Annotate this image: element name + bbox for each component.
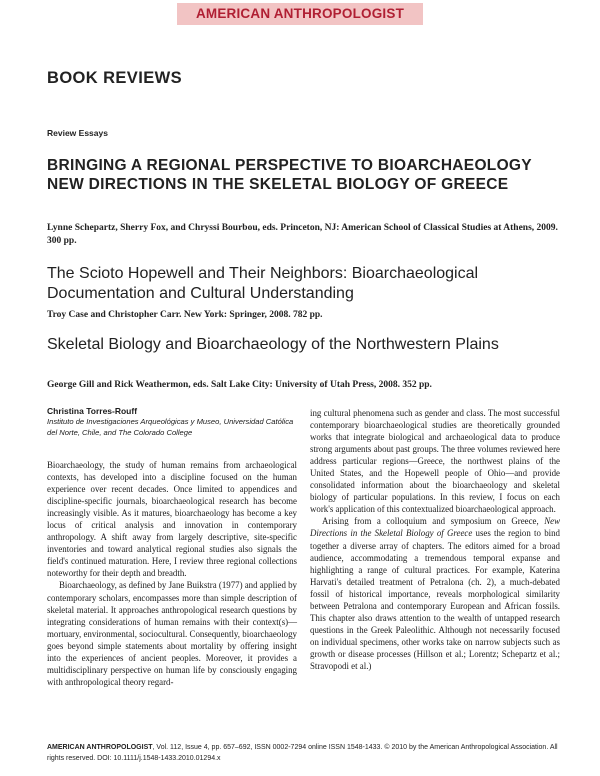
body-column-right xyxy=(310,407,560,672)
body-paragraph: ing cultural phenomena such as gender and class. The most successful contemporary bioarchaeological studies are theoretically grounded works that integrate biological and archaeological data to produce strong arguments about past groups. The three volumes reviewed here address particular regions—Greece, the northwest plains of the United States, and the Hopewell people of Ohio—and provide consolidated information about the bioarchaeology and skeletal biology of particular populations. In this review, I focus on each work's application of this contextualized bioarchaeological approach. xyxy=(310,408,560,515)
body-text: Arising from a colloquium and symposium on Greece, xyxy=(322,516,545,527)
book-citation-2: Troy Case and Christopher Carr. New York: Springer, 2008. 782 pp. xyxy=(47,310,323,320)
page-footer xyxy=(47,743,567,764)
footer-journal: AMERICAN ANTHROPOLOGIST xyxy=(47,744,153,751)
reviewer-block xyxy=(47,406,297,438)
book-title-2: The Scioto Hopewell and Their Neighbors: Bioarchaeological Documentation and Cultural Understanding xyxy=(47,265,479,302)
book-title-3: Skeletal Biology and Bioarchaeology of the Northwestern Plains xyxy=(47,336,499,353)
body-text: uses the region to bind together a diverse array of chapters. The editors aimed for a broad audience, accommodating a tremendous temporal expanse and highlighting a range of cultural practices. For example, Katerina Harvati's detailed treatment of Petralona (ch. 2), a much-debated fossil of historical importance, reveals morphological similarity between Petralona and contemporary European and African fossils. This chapter also draws attention to the wealth of untapped research questions in the Greek Paleolithic. Although not necessarily focused on individual specimens, other works take on narrow subjects such as growth or disease processes (Hillson et al.; Lorentz; Schepartz et al.; Stravopodi et al.) xyxy=(310,528,560,671)
reviewer-name: Christina Torres-Rouff xyxy=(47,406,138,416)
book-title-italic: New Directions in the Skeletal Biology of Greece xyxy=(310,516,560,539)
body-column-left xyxy=(47,459,297,688)
book-title-1: BRINGING A REGIONAL PERSPECTIVE TO BIOARCHAEOLOGY NEW DIRECTIONS IN THE SKELETAL BIOLOGY OF GREECE xyxy=(47,157,532,193)
section-title: BOOK REVIEWS xyxy=(47,69,182,87)
body-paragraph: Bioarchaeology, the study of human remains from archaeological contexts, has developed into a discipline focused on the human experience over recent decades. Once limited to appendices and discipline-specific journals, bioarchaeological research has become increasingly visible. As it matures, bioarchaeology has become a key locus of critical analysis and innovation in contemporary anthropology. A shift away from largely descriptive, site-specific inventories and toward analytical regional studies also signals the field's continued maturation. Here, I review three regional collections noteworthy for their depth and breadth. xyxy=(47,460,297,579)
journal-banner: AMERICAN ANTHROPOLOGIST xyxy=(177,3,423,25)
footer-details: , Vol. 112, Issue 4, pp. 657–692, ISSN 0002-7294 online ISSN 1548-1433. © 2010 by the American Anthropological Association. All rights reserved. DOI: 10.1111/j.1548-1433.2010.01294.x xyxy=(47,744,558,762)
body-paragraph: Bioarchaeology, as defined by Jane Buikstra (1977) and applied by contemporary scholars, encompasses more than simple description of skeletal material. It approaches anthropological research questions by integrating considerations of human remains with their context(s)—mortuary, environmental, sociocultural. Consequently, bioarchaeology goes beyond simple statements about mortality by offering insight into the experiences of ancient peoples. Moreover, it provides a multidisciplinary perspective on human life by consciously engaging with anthropological theory regard- xyxy=(47,580,297,687)
section-subtitle: Review Essays xyxy=(47,128,108,138)
body-paragraph xyxy=(310,515,560,672)
book-citation-3: George Gill and Rick Weathermon, eds. Salt Lake City: University of Utah Press, 2008. 352 pp. xyxy=(47,380,432,390)
book-citation-1: Lynne Schepartz, Sherry Fox, and Chryssi Bourbou, eds. Princeton, NJ: American School of Classical Studies at Athens, 2009. 300 pp. xyxy=(47,223,558,246)
reviewer-affiliation: Instituto de Investigaciones Arqueológicas y Museo, Universidad Católica del Norte, Chile, and The Colorado College xyxy=(47,417,294,437)
